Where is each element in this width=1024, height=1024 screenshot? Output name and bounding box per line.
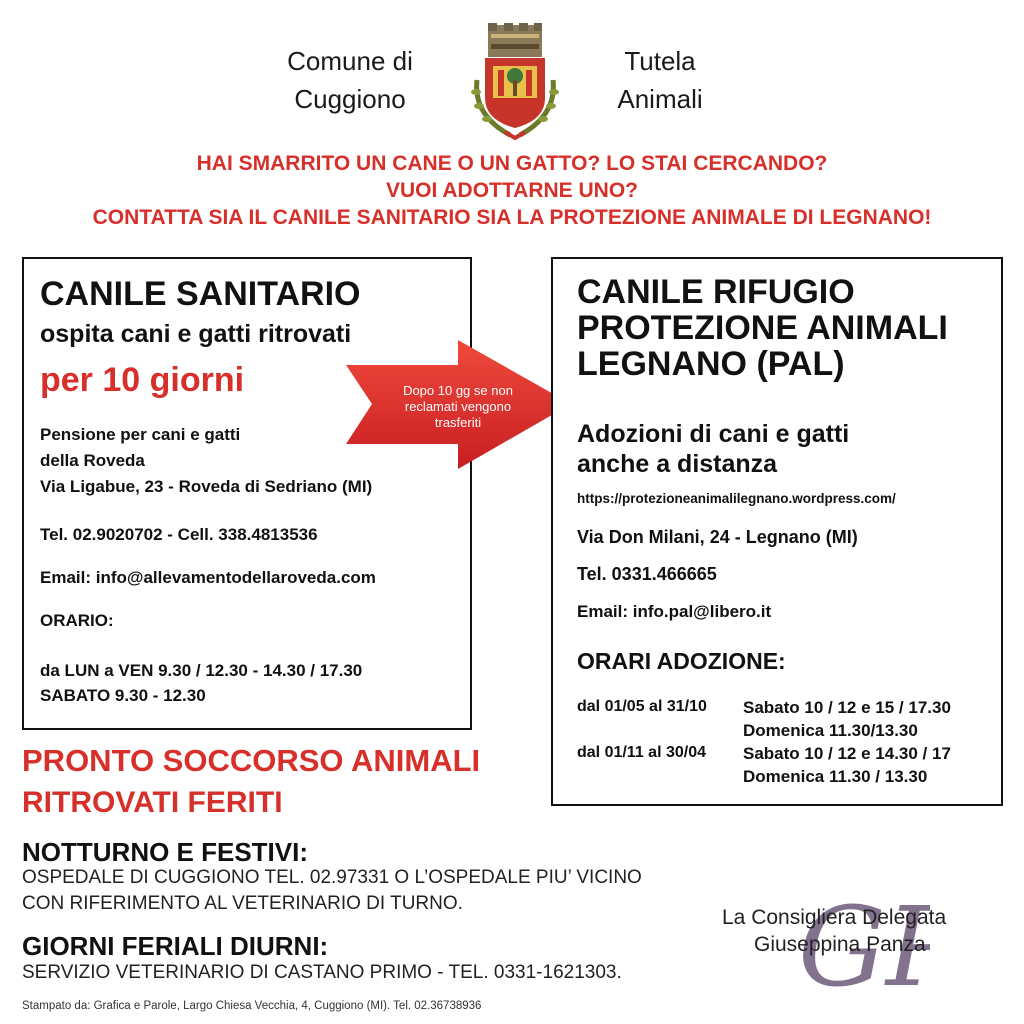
left-box-hours-2: SABATO 9.30 - 12.30 (40, 686, 206, 705)
right-box-address: Via Don Milani, 24 - Legnano (MI) (577, 527, 858, 547)
header-right-line2: Animali (617, 84, 703, 114)
right-box-adoption-1: Adozioni di cani e gatti (577, 420, 850, 448)
arrow-text-line-3: trasferiti (434, 415, 482, 430)
banner-line-1: HAI SMARRITO UN CANE O UN GATTO? LO STAI CERCANDO? (196, 152, 828, 175)
arrow-text-line-1: Dopo 10 gg se non (403, 383, 513, 398)
night-title: NOTTURNO E FESTIVI: (22, 837, 308, 867)
emergency-title-2: RITROVATI FERITI (22, 786, 283, 819)
monogram-text: G (798, 883, 886, 1010)
emergency-title-1: PRONTO SOCCORSO ANIMALI (22, 743, 481, 778)
right-box-title-1: CANILE RIFUGIO (577, 273, 855, 311)
left-box-subtitle: ospita cani e gatti ritrovati (40, 320, 352, 348)
schedule-period-1: dal 01/05 al 31/10 (577, 698, 707, 715)
right-box-title-2: PROTEZIONE ANIMALI (577, 309, 948, 347)
schedule-sat-2: Sabato 10 / 12 e 14.30 / 17 (743, 744, 951, 763)
banner (0, 150, 1024, 231)
schedule-sun-1: Domenica 11.30/13.30 (743, 721, 918, 740)
header-left-line1: Comune di (287, 46, 413, 76)
footer-print-credit: Stampato da: Grafica e Parole, Largo Chiesa Vecchia, 4, Cuggiono (MI). Tel. 02.36738936 (22, 1000, 482, 1012)
left-box-hours-label: ORARIO: (40, 611, 114, 630)
arrow-text (368, 383, 548, 431)
left-box-hours-1: da LUN a VEN 9.30 / 12.30 - 14.30 / 17.30 (40, 661, 363, 680)
left-box-address-2: della Roveda (40, 451, 145, 470)
schedule-period-2: dal 01/11 al 30/04 (577, 744, 706, 761)
day-title: GIORNI FERIALI DIURNI: (22, 931, 329, 961)
signature-line-2: Giuseppina Panza (754, 933, 926, 956)
right-box-hours-title: ORARI ADOZIONE: (577, 648, 786, 674)
header-left-line2: Cuggiono (294, 84, 406, 114)
schedule-sun-2: Domenica 11.30 / 13.30 (743, 767, 928, 786)
banner-line-3: CONTATTA SIA IL CANILE SANITARIO SIA LA PROTEZIONE ANIMALE DI LEGNANO! (92, 206, 932, 229)
coat-of-arms-icon (455, 20, 575, 145)
arrow-text-line-2: reclamati vengono (404, 399, 512, 414)
right-box-adoption-2: anche a distanza (577, 450, 778, 478)
header-right (590, 42, 730, 118)
day-text: SERVIZIO VETERINARIO DI CASTANO PRIMO - TEL. 0331-1621303. (22, 962, 622, 983)
right-box-website[interactable]: https://protezioneanimalilegnano.wordpress.com/ (577, 491, 896, 506)
banner-line-2: VUOI ADOTTARNE UNO? (386, 179, 638, 202)
left-box-email: Email: info@allevamentodellaroveda.com (40, 568, 376, 587)
signature-line-1: La Consigliera Delegata (722, 906, 947, 929)
schedule-sat-1: Sabato 10 / 12 e 15 / 17.30 (743, 698, 951, 717)
left-box-title: CANILE SANITARIO (40, 275, 361, 313)
right-box-email[interactable]: Email: info.pal@libero.it (577, 602, 772, 621)
right-box-phone: Tel. 0331.466665 (577, 564, 717, 584)
header-right-line1: Tutela (624, 46, 696, 76)
left-box-phone: Tel. 02.9020702 - Cell. 338.4813536 (40, 525, 318, 544)
left-box-address-1: Pensione per cani e gatti (40, 425, 241, 444)
night-text-1: OSPEDALE DI CUGGIONO TEL. 02.97331 O L’OSPEDALE PIU’ VICINO (22, 867, 642, 888)
left-box-address-3: Via Ligabue, 23 - Roveda di Sedriano (MI) (40, 477, 373, 496)
transfer-arrow (336, 337, 576, 472)
night-text-2: CON RIFERIMENTO AL VETERINARIO DI TURNO. (22, 893, 463, 914)
left-box-duration: per 10 giorni (40, 361, 245, 399)
header-left (270, 42, 430, 118)
right-box-title-3: LEGNANO (PAL) (577, 345, 845, 383)
